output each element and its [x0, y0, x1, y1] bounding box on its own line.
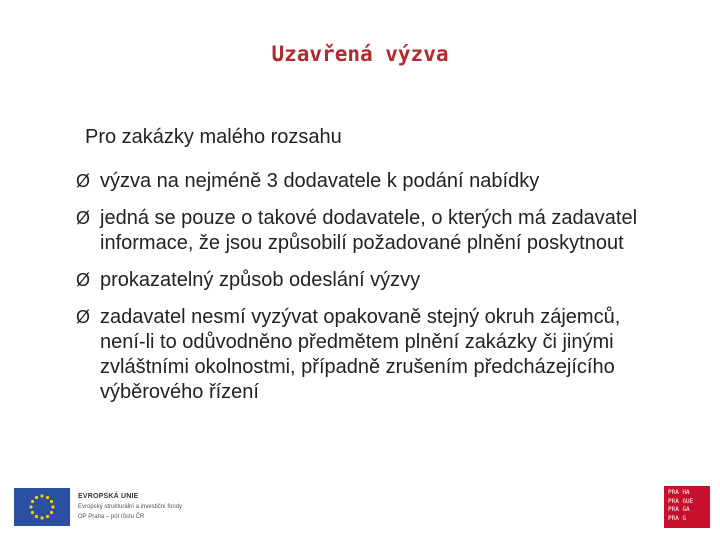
eu-line-2: OP Praha – pól růstu ČR [78, 514, 145, 520]
arrow-bullet-icon: Ø [76, 171, 91, 191]
eu-line-1: Evropský strukturální a investiční fondy [78, 504, 183, 510]
prague-logo-line: PRA GUE [668, 497, 694, 505]
bullet-item [76, 268, 666, 293]
prague-logo-line: PRA G [668, 514, 687, 522]
prague-logo-line: PRA GA [668, 506, 690, 513]
prague-logo-icon [664, 486, 710, 528]
bullet-item [76, 206, 666, 256]
eu-stars [14, 488, 70, 526]
arrow-bullet-icon: Ø [76, 307, 91, 327]
bullet-text: výzva na nejméně 3 dodavatele k podání nabídky [100, 170, 540, 192]
bullet-text: prokazatelný způsob odeslání výzvy [100, 269, 421, 291]
eu-footer [14, 488, 182, 526]
arrow-bullet-icon: Ø [76, 208, 91, 228]
slide-title [0, 42, 720, 66]
bullet-item [76, 305, 666, 405]
eu-text-block [78, 492, 182, 522]
bullet-item [76, 169, 666, 194]
bullet-text: jedná se pouze o takové dodavatele, o kterých má zadavatel informace, že jsou způsobilí požadované plnění poskytnout [100, 207, 638, 254]
bullet-text: zadavatel nesmí vyzývat opakovaně stejný okruh zájemců, není-li to odůvodněno předmětem plnění zakázky či jinými zvláštními okolnostmi, případně zrušením předcházejícího výběrového řízení [100, 306, 621, 403]
eu-flag-icon [14, 488, 70, 526]
slide-subtitle: Pro zakázky malého rozsahu [85, 126, 342, 148]
slide-title-text: Uzavřená výzva [271, 42, 449, 66]
arrow-bullet-icon: Ø [76, 270, 91, 290]
bullet-list [76, 169, 666, 417]
eu-title: EVROPSKÁ UNIE [78, 493, 139, 500]
prague-logo-line: PRA HA [668, 489, 690, 496]
